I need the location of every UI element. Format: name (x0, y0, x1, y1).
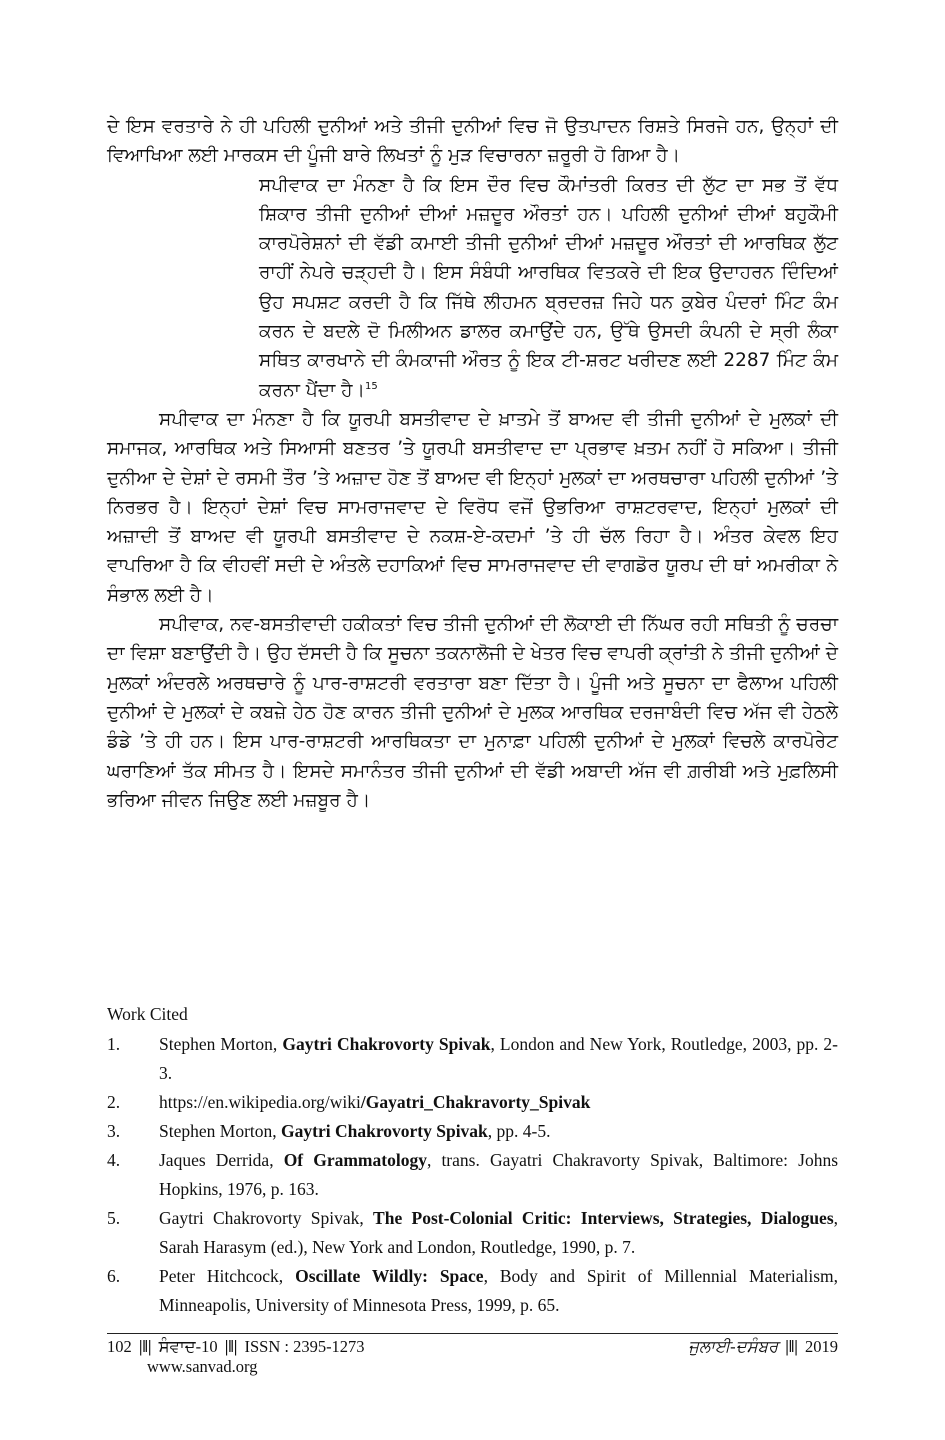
reference-title: Oscillate Wildly: Space (295, 1266, 484, 1286)
paragraph-1: ਦੇ ਇਸ ਵਰਤਾਰੇ ਨੇ ਹੀ ਪਹਿਲੀ ਦੁਨੀਆਂ ਅਤੇ ਤੀਜੀ ਦੁਨੀਆਂ ਵਿਚ ਜੋ ਉਤਪਾਦਨ ਰਿਸ਼ਤੇ ਸਿਰਜੇ ਹਨ, ਉਨ੍ਹਾਂ ਦੀ ਵਿਆਖਿਆ ਲਈ ਮਾਰਕਸ ਦੀ ਪੂੰਜੀ ਬਾਰੇ ਲਿਖਤਾਂ ਨੂੰ ਮੁੜ ਵਿਚਾਰਨਾ ਜ਼ਰੂਰੀ ਹੋ ਗਿਆ ਹੈ। (107, 116, 838, 167)
reference-url-path: /Gayatri_Chakravorty_Spivak (360, 1092, 591, 1112)
reference-author: Jaques Derrida, (159, 1150, 284, 1170)
reference-number: 1. (107, 1034, 121, 1054)
footer-separator: |‖| (224, 1337, 238, 1356)
reference-title: The Post-Colonial Critic: Interviews, Strategies, Dialogues (373, 1208, 834, 1228)
reference-number: 4. (107, 1150, 121, 1170)
footer-separator: |‖| (138, 1337, 152, 1356)
issn: ISSN : 2395-1273 (244, 1337, 365, 1356)
issue-months: ਜੁਲਾਈ-ਦਸੰਬਰ (688, 1337, 779, 1356)
reference-number: 2. (107, 1092, 121, 1112)
reference-details: , Sarah Harasym (ed.), New York and London, Routledge, 1990, p. 7. (159, 1208, 839, 1257)
reference-details: , trans. Gayatri Chakravorty Spivak, Baltimore: Johns Hopkins, 1976, p. 163. (159, 1150, 839, 1199)
reference-details: , London and New York, Routledge, 2003, pp. 2-3. (159, 1034, 839, 1083)
reference-text (159, 1146, 838, 1204)
paragraph-3: ਸਪੀਵਾਕ, ਨਵ-ਬਸਤੀਵਾਦੀ ਹਕੀਕਤਾਂ ਵਿਚ ਤੀਜੀ ਦੁਨੀਆਂ ਦੀ ਲੋਕਾਈ ਦੀ ਨਿੱਘਰ ਰਹੀ ਸਥਿਤੀ ਨੂੰ ਚਰਚਾ ਦਾ ਵਿਸ਼ਾ ਬਣਾਉਂਦੀ ਹੈ। ਉਹ ਦੱਸਦੀ ਹੈ ਕਿ ਸੂਚਨਾ ਤਕਨਾਲੋਜੀ ਦੇ ਖੇਤਰ ਵਿਚ ਵਾਪਰੀ ਕ੍ਰਾਂਤੀ ਨੇ ਤੀਜੀ ਦੁਨੀਆਂ ਦੇ ਮੁਲਕਾਂ ਅੰਦਰਲੇ ਅਰਥਚਾਰੇ ਨੂੰ ਪਾਰ-ਰਾਸ਼ਟਰੀ ਵਰਤਾਰਾ ਬਣਾ ਦਿੱਤਾ ਹੈ। ਪੂੰਜੀ ਅਤੇ ਸੂਚਨਾ ਦਾ ਫੈਲਾਅ ਪਹਿਲੀ ਦੁਨੀਆਂ ਦੇ ਮੁਲਕਾਂ ਦੇ ਕਬਜ਼ੇ ਹੇਠ ਹੋਣ ਕਾਰਨ ਤੀਜੀ ਦੁਨੀਆਂ ਦੇ ਮੁਲਕ ਆਰਥਿਕ ਦਰਜਾਬੰਦੀ ਵਿਚ ਅੱਜ ਵੀ ਹੇਠਲੇ ਡੰਡੇ ’ਤੇ ਹੀ ਹਨ। ਇਸ ਪਾਰ-ਰਾਸ਼ਟਰੀ ਆਰਥਿਕਤਾ ਦਾ ਮੁਨਾਫ਼ਾ ਪਹਿਲੀ ਦੁਨੀਆਂ ਦੇ ਮੁਲਕਾਂ ਵਿਚਲੇ ਕਾਰਪੋਰੇਟ ਘਰਾਣਿਆਂ ਤੱਕ ਸੀਮਤ ਹੈ। ਇਸਦੇ ਸਮਾਨੰਤਰ ਤੀਜੀ ਦੁਨੀਆਂ ਦੀ ਵੱਡੀ ਅਬਾਦੀ ਅੱਜ ਵੀ ਗ਼ਰੀਬੀ ਅਤੇ ਮੁਫ਼ਲਿਸੀ ਭਰਿਆ ਜੀਵਨ ਜਿਉਣ ਲਈ ਮਜ਼ਬੂਰ ਹੈ। (107, 614, 838, 811)
reference-title: Gaytri Chakrovorty Spivak (281, 1121, 488, 1141)
journal-name: ਸੰਵਾਦ-10 (158, 1337, 218, 1356)
reference-item (107, 1117, 838, 1146)
reference-author: Gaytri Chakrovorty Spivak, (159, 1208, 374, 1228)
reference-item (107, 1204, 838, 1262)
article-body (107, 112, 838, 815)
reference-text (159, 1117, 838, 1146)
reference-url: https://en.wikipedia.org/wiki (159, 1092, 361, 1112)
reference-title: Of Grammatology (283, 1150, 427, 1170)
references-section (107, 1000, 838, 1320)
paragraph-2: ਸਪੀਵਾਕ ਦਾ ਮੰਨਣਾ ਹੈ ਕਿ ਯੂਰਪੀ ਬਸਤੀਵਾਦ ਦੇ ਖ਼ਾਤਮੇ ਤੋਂ ਬਾਅਦ ਵੀ ਤੀਜੀ ਦੁਨੀਆਂ ਦੇ ਮੁਲਕਾਂ ਦੀ ਸਮਾਜਕ, ਆਰਥਿਕ ਅਤੇ ਸਿਆਸੀ ਬਣਤਰ ’ਤੇ ਯੂਰਪੀ ਬਸਤੀਵਾਦ ਦਾ ਪ੍ਰਭਾਵ ਖ਼ਤਮ ਨਹੀਂ ਹੋ ਸਕਿਆ। ਤੀਜੀ ਦੁਨੀਆ ਦੇ ਦੇਸ਼ਾਂ ਦੇ ਰਸਮੀ ਤੌਰ ’ਤੇ ਅਜ਼ਾਦ ਹੋਣ ਤੋਂ ਬਾਅਦ ਵੀ ਇਨ੍ਹਾਂ ਮੁਲਕਾਂ ਦਾ ਅਰਥਚਾਰਾ ਪਹਿਲੀ ਦੁਨੀਆਂ ’ਤੇ ਨਿਰਭਰ ਹੈ। ਇਨ੍ਹਾਂ ਦੇਸ਼ਾਂ ਵਿਚ ਸਾਮਰਾਜਵਾਦ ਦੇ ਵਿਰੋਧ ਵਜੋਂ ਉਭਰਿਆ ਰਾਸ਼ਟਰਵਾਦ, ਇਨ੍ਹਾਂ ਮੁਲਕਾਂ ਦੀ ਅਜ਼ਾਦੀ ਤੋਂ ਬਾਅਦ ਵੀ ਯੂਰਪੀ ਬਸਤੀਵਾਦ ਦੇ ਨਕਸ਼-ਏ-ਕਦਮਾਂ ’ਤੇ ਹੀ ਚੱਲ ਰਿਹਾ ਹੈ। ਅੰਤਰ ਕੇਵਲ ਇਹ ਵਾਪਰਿਆ ਹੈ ਕਿ ਵੀਹਵੀਂ ਸਦੀ ਦੇ ਅੰਤਲੇ ਦਹਾਕਿਆਂ ਵਿਚ ਸਾਮਰਾਜਵਾਦ ਦੀ ਵਾਗਡੋਰ ਯੂਰਪ ਦੀ ਥਾਂ ਅਮਰੀਕਾ ਨੇ ਸੰਭਾਲ ਲਈ ਹੈ। (107, 408, 838, 606)
issue-year: 2019 (805, 1337, 838, 1356)
footnote-marker: 15 (365, 380, 378, 392)
reference-text (159, 1262, 838, 1320)
reference-number: 6. (107, 1266, 121, 1286)
reference-details: , Body and Spirit of Millennial Materialism, Minneapolis, University of Minnesota Press, 1999, p. 65. (159, 1266, 838, 1315)
reference-text (159, 1030, 838, 1088)
reference-details: , pp. 4-5. (487, 1121, 551, 1141)
reference-author: Peter Hitchcock, (159, 1266, 296, 1286)
reference-author: Stephen Morton, (159, 1121, 282, 1141)
reference-title: Gaytri Chakrovorty Spivak (282, 1034, 491, 1054)
footer-left (107, 1337, 365, 1357)
reference-text (159, 1088, 838, 1117)
footer-rule (107, 1333, 838, 1334)
reference-number: 5. (107, 1208, 121, 1228)
reference-item (107, 1262, 838, 1320)
reference-item (107, 1146, 838, 1204)
footer-right (688, 1337, 838, 1357)
website-link[interactable]: www.sanvad.org (147, 1357, 258, 1376)
page-number: 102 (107, 1337, 132, 1356)
block-quote-text: ਸਪੀਵਾਕ ਦਾ ਮੰਨਣਾ ਹੈ ਕਿ ਇਸ ਦੌਰ ਵਿਚ ਕੌਮਾਂਤਰੀ ਕਿਰਤ ਦੀ ਲੁੱਟ ਦਾ ਸਭ ਤੋਂ ਵੱਧ ਸ਼ਿਕਾਰ ਤੀਜੀ ਦੁਨੀਆਂ ਦੀਆਂ ਮਜ਼ਦੂਰ ਔਰਤਾਂ ਹਨ। ਪਹਿਲੀ ਦੁਨੀਆਂ ਦੀਆਂ ਬਹੁਕੌਮੀ ਕਾਰਪੋਰੇਸ਼ਨਾਂ ਦੀ ਵੱਡੀ ਕਮਾਈ ਤੀਜੀ ਦੁਨੀਆਂ ਦੀਆਂ ਮਜ਼ਦੂਰ ਔਰਤਾਂ ਦੀ ਆਰਥਿਕ ਲੁੱਟ ਰਾਹੀਂ ਨੇਪਰੇ ਚੜ੍ਹਦੀ ਹੈ। ਇਸ ਸੰਬੰਧੀ ਆਰਥਿਕ ਵਿਤਕਰੇ ਦੀ ਇਕ ਉਦਾਹਰਨ ਦਿੰਦਿਆਂ ਉਹ ਸਪਸ਼ਟ ਕਰਦੀ ਹੈ ਕਿ ਜਿੱਥੇ ਲੀਹਮਨ ਬ੍ਰਦਰਜ਼ ਜਿਹੇ ਧਨ ਕੁਬੇਰ ਪੰਦਰਾਂ ਮਿੰਟ ਕੰਮ ਕਰਨ ਦੇ ਬਦਲੇ ਦੋ ਮਿਲੀਅਨ ਡਾਲਰ ਕਮਾਉਂਦੇ ਹਨ, ਉੱਥੇ ਉਸਦੀ ਕੰਪਨੀ ਦੇ ਸ੍ਰੀ ਲੰਕਾ ਸਥਿਤ ਕਾਰਖਾਨੇ ਦੀ ਕੰਮਕਾਜੀ ਔਰਤ ਨੂੰ ਇਕ ਟੀ-ਸ਼ਰਟ ਖਰੀਦਣ ਲਈ 2287 ਮਿੰਟ ਕੰਮ ਕਰਨਾ ਪੈਂਦਾ ਹੈ। (259, 174, 838, 401)
footer-separator: |‖| (785, 1337, 798, 1356)
references-title: Work Cited (107, 1004, 188, 1024)
reference-text (159, 1204, 838, 1262)
reference-number: 3. (107, 1121, 121, 1141)
block-quote (259, 171, 838, 405)
reference-item (107, 1088, 838, 1117)
reference-author: Stephen Morton, (159, 1034, 283, 1054)
reference-item (107, 1030, 838, 1088)
